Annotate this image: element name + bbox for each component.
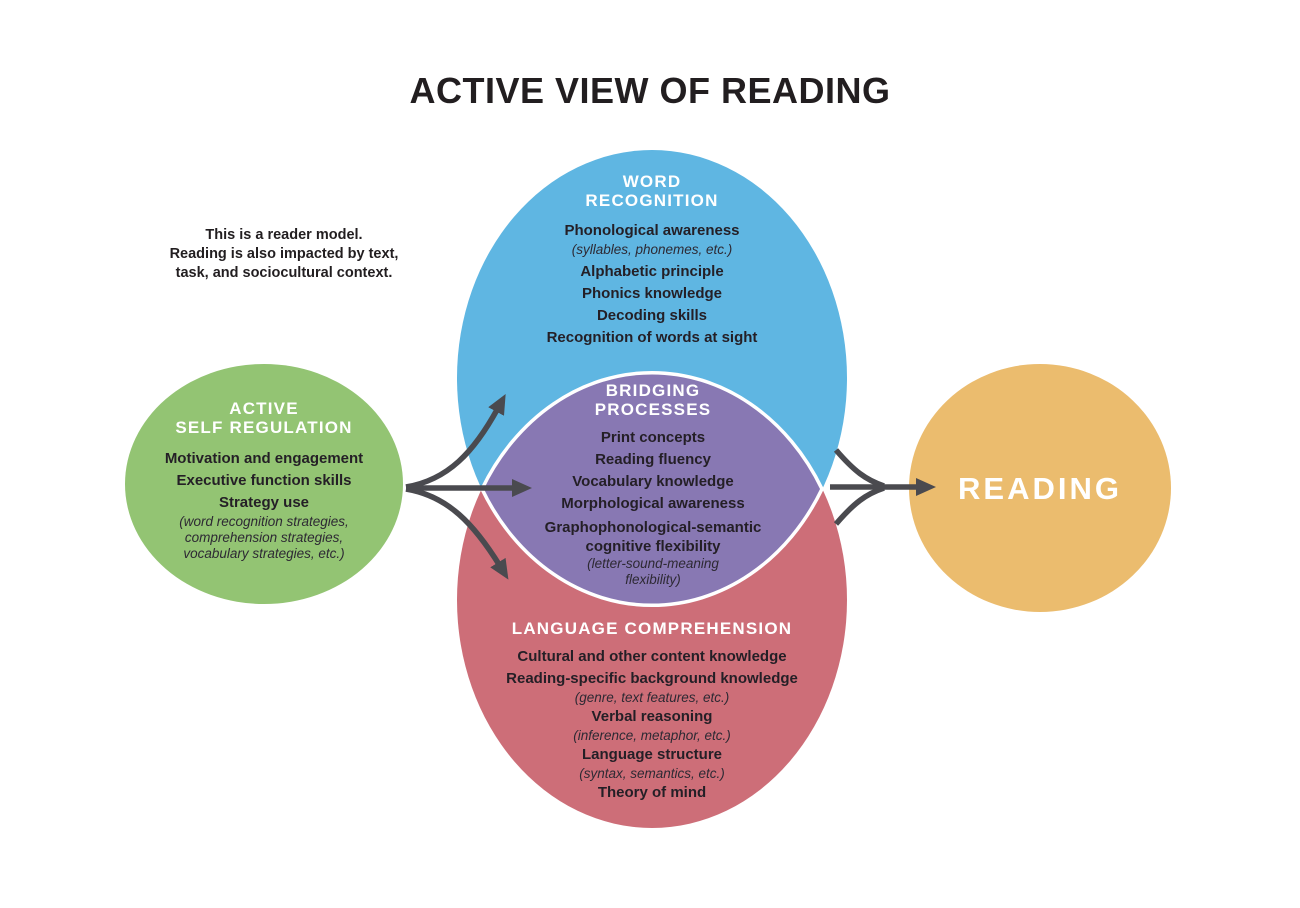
list-item: Theory of mind: [597, 784, 707, 801]
list-item: Alphabetic principle: [580, 263, 724, 280]
list-item: Vocabulary knowledge: [572, 473, 734, 490]
list-item-detail: flexibility): [625, 572, 681, 587]
language-comprehension-heading: LANGUAGE COMPREHENSION: [511, 619, 793, 638]
page-title: ACTIVE VIEW OF READING: [409, 70, 891, 111]
bridging-processes-heading: BRIDGING: [605, 381, 701, 400]
list-item: Reading-specific background knowledge: [506, 670, 798, 687]
list-item: Phonological awareness: [564, 222, 740, 239]
list-item: Print concepts: [600, 429, 706, 446]
list-item: Language structure: [581, 746, 723, 763]
self-regulation-heading: ACTIVE: [229, 399, 299, 418]
list-item: Reading fluency: [595, 451, 711, 468]
word-recognition-heading: WORD: [622, 172, 682, 191]
list-item: Cultural and other content knowledge: [517, 648, 787, 665]
merge-line-top: [836, 450, 884, 486]
list-item: cognitive flexibility: [585, 538, 721, 555]
bridging-processes-heading: PROCESSES: [594, 400, 712, 419]
reader-model-note: [114, 226, 454, 283]
word-recognition-heading: RECOGNITION: [585, 191, 719, 210]
word-recognition-text-block: [472, 172, 832, 349]
list-item: Morphological awareness: [561, 495, 745, 512]
list-item: Graphophonological-semantic: [544, 519, 762, 536]
list-item: Verbal reasoning: [591, 708, 713, 725]
list-item-detail: (syllables, phonemes, etc.): [571, 242, 733, 257]
merge-arrows: [830, 450, 920, 524]
list-item: Strategy use: [218, 494, 310, 511]
list-item: Phonics knowledge: [581, 285, 723, 302]
note-line: task, and sociocultural context.: [175, 265, 393, 281]
list-item-detail: (word recognition strategies,: [179, 514, 349, 529]
list-item: Motivation and engagement: [164, 450, 364, 467]
list-item-detail: (genre, text features, etc.): [574, 690, 730, 705]
list-item-detail: (inference, metaphor, etc.): [573, 728, 731, 743]
list-item: Recognition of words at sight: [546, 329, 758, 346]
bridging-processes-text-block: [493, 381, 813, 588]
list-item-detail: (syntax, semantics, etc.): [579, 766, 725, 781]
reading-label: READING: [958, 471, 1122, 506]
note-line: Reading is also impacted by text,: [169, 246, 399, 262]
self-regulation-text-block: [114, 399, 414, 562]
list-item-detail: vocabulary strategies, etc.): [183, 546, 345, 561]
note-line: This is a reader model.: [205, 227, 363, 243]
merge-line-bottom: [836, 488, 884, 524]
list-item-detail: comprehension strategies,: [184, 530, 344, 545]
language-comprehension-text-block: [442, 619, 862, 804]
list-item: Executive function skills: [176, 472, 352, 489]
self-regulation-heading: SELF REGULATION: [175, 418, 353, 437]
list-item: Decoding skills: [596, 307, 708, 324]
list-item-detail: (letter-sound-meaning: [587, 556, 719, 571]
